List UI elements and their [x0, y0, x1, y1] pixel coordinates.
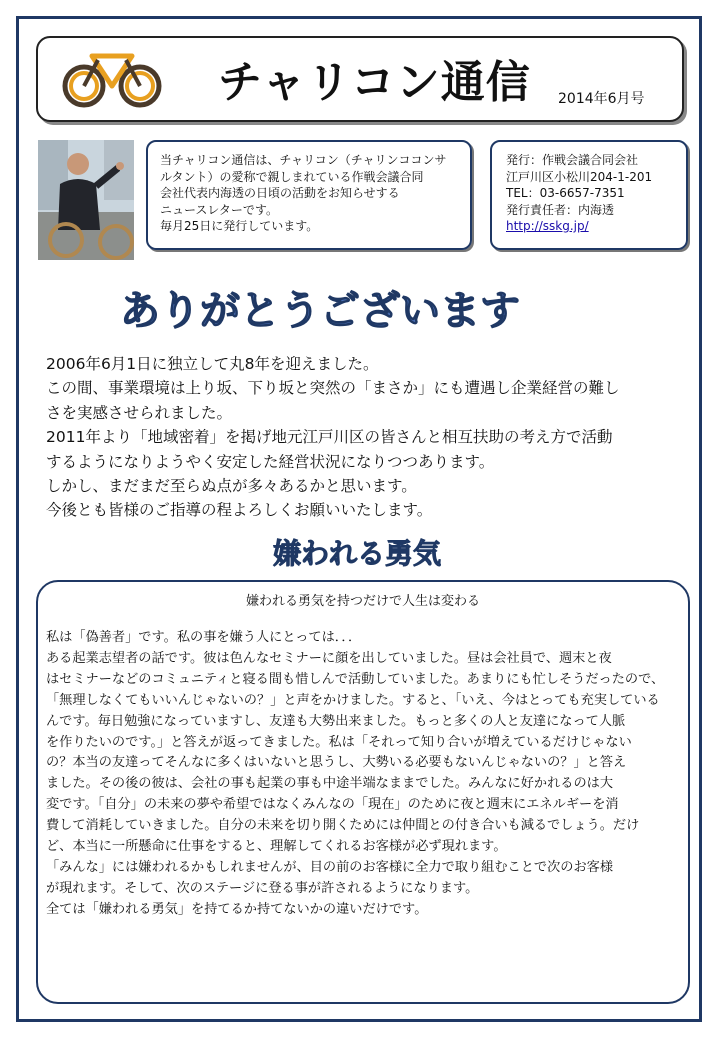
publisher-phone: TEL：03-6657-7351 [506, 186, 625, 200]
courage-heading-text: 嫌われる勇気 [272, 537, 442, 570]
bicycle-logo-icon [62, 48, 162, 112]
publisher-info-box [490, 140, 688, 250]
story-line: が現れます。そして、次のステージに登る事が許されるようになります。 [46, 880, 479, 896]
story-line: ました。その後の彼は、会社の事も起業の事も中途半端なままでした。みんなに好かれるのは大 [46, 776, 614, 792]
story-line: ど、本当に一所懸命に仕事をすると、理解してくれるお客様が必ず現れます。 [46, 839, 507, 855]
thanks-line: 2011年より「地域密着」を掲げ地元江戸川区の皆さんと相互扶助の考え方で活動 [46, 428, 613, 447]
story-text [46, 628, 686, 921]
publisher-name: 発行：作戦会議合同会社 [506, 153, 639, 167]
story-line: 変です。「自分」の未来の夢や希望ではなくみんなの「現在」のために夜と週末にエネルギーを消 [46, 797, 619, 813]
story-line: 「みんな」には嫌われるかもしれませんが、目の前のお客様に全力で取り組むことで次のお客様 [46, 859, 614, 875]
story-line: の？本当の友達ってそんなに多くはいないと思うし、大勢いる必要もないんじゃないの？」と答え [46, 755, 627, 771]
intro-line: ルタント）の愛称で親しまれている作戦会議合同 [160, 169, 424, 184]
publisher-url-link[interactable]: http://sskg.jp/ [506, 219, 589, 233]
story-box [36, 580, 690, 1004]
story-line: 費して消耗していきました。自分の未来を切り開くためには仲間との付き合いも減るでしょう。だけ [46, 818, 640, 834]
thanks-heading-text: ありがとうございます [120, 288, 520, 334]
thanks-line: するようになりようやく安定した経営状況になりつつあります。 [46, 452, 495, 471]
publisher-address: 江戸川区小松川204-1-201 [506, 169, 653, 184]
publisher-editor: 発行責任者：内海透 [506, 202, 615, 217]
author-photo [38, 140, 134, 260]
thanks-line: さを実感させられました。 [46, 403, 233, 422]
story-line: 全ては「嫌われる勇気」を持てるか持てないかの違いだけです。 [46, 901, 428, 917]
story-line: を作りたいのです。」と答えが返ってきました。私は「それって知り合いが増えているだけじゃない [46, 734, 632, 750]
intro-box [146, 140, 472, 250]
newsletter-header [36, 36, 684, 122]
newsletter-title: チャリコン通信 [218, 57, 531, 108]
story-line: ある起業志望者の話です。彼は色んなセミナーに顔を出していました。昼は会社員で、週末と夜 [46, 650, 612, 666]
thanks-line: しかし、まだまだ至らぬ点が多々あるかと思います。 [46, 477, 417, 496]
thanks-line: 今後とも皆様のご指導の程よろしくお願いいたします。 [46, 501, 433, 520]
thanks-heading [120, 282, 520, 334]
intro-line: 会社代表内海透の日頃の活動をお知らせする [160, 186, 400, 200]
story-line: 「無理しなくてもいいんじゃないの？」と声をかけました。すると、「いえ、今はとっても充実している [46, 692, 660, 708]
thanks-line: 2006年6月1日に独立して丸8年を迎えました。 [46, 355, 379, 373]
intro-line: 毎月25日に発行しています。 [160, 219, 319, 233]
issue-date: 2014年6月号 [558, 91, 645, 107]
story-line: んです。毎日勉強になっていますし、友達も大勢出来ました。もっと多くの人と友達になって人脈 [46, 713, 626, 729]
story-subtitle: 嫌われる勇気を持つだけで人生は変わる [245, 594, 480, 609]
thanks-message [46, 352, 686, 523]
intro-line: ニュースレターです。 [160, 202, 278, 217]
story-line: 私は「偽善者」です。私の事を嫌う人にとっては．．． [46, 630, 362, 645]
intro-line: 当チャリコン通信は、チャリコン（チャリンココンサ [160, 153, 447, 167]
story-line: はセミナーなどのコミュニティと寝る間も惜しんで活動していました。あまりにも忙しそうだったので、 [46, 671, 665, 687]
thanks-line: この間、事業環境は上り坂、下り坂と突然の「まさか」にも遭遇し企業経営の難し [46, 379, 620, 398]
courage-heading [262, 532, 452, 572]
